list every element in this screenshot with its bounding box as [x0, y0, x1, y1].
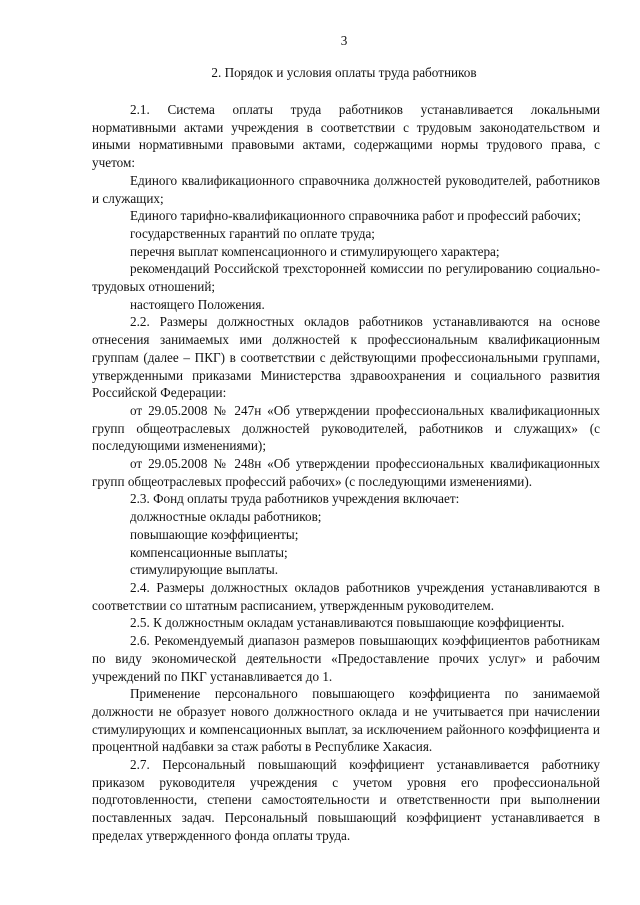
- paragraph-2-5: 2.5. К должностным окладам устанавливаются повышающие коэффициенты.: [130, 615, 565, 631]
- paragraph-2-4: 2.4. Размеры должностных окладов работников учреждения устанавливаются в соответствии со штатным расписанием, утвержденным руководителем.: [92, 579, 600, 613]
- list-item-incentives: стимулирующие выплаты.: [130, 562, 279, 578]
- list-item-coefficients: повышающие коэффициенты;: [130, 526, 299, 542]
- page-number: 3: [340, 33, 348, 48]
- list-item-guarantees: государственных гарантий по оплате труда;: [130, 225, 375, 241]
- paragraph-2-2: 2.2. Размеры должностных окладов работников устанавливаются на основе отнесения занимаемых ими должностей к профессиональным квалификационным группам (далее – ПКГ) в соответствии с действующими профессиональными группами, утвержденными приказами Министерства здравоохранения и социального развития Российской Федерации:: [92, 314, 600, 401]
- list-item-order-247n: от 29.05.2008 № 247н «Об утверждении профессиональных квалификационных групп общеотраслевых должностей руководителей, работников и служащих» (с последующими изменениями);: [92, 402, 600, 454]
- section-heading: 2. Порядок и условия оплаты труда работников: [211, 65, 477, 80]
- paragraph-personal-coefficient: Применение персонального повышающего коэффициента по занимаемой должности не образует нового должностного оклада и не учитывается при начислении стимулирующих и компенсационных выплат, за исключением районного коэффициента и процентной надбавки за стаж работы в Республике Хакасия.: [92, 686, 600, 755]
- list-item-eks: Единого квалификационного справочника должностей руководителей, работников и служащих;: [92, 172, 600, 206]
- list-item-etks: Единого тарифно-квалификационного справочника работ и профессий рабочих;: [130, 208, 581, 224]
- list-item-salaries: должностные оклады работников;: [130, 509, 322, 525]
- list-item-regulation: настоящего Положения.: [130, 296, 265, 312]
- list-item-compensation: компенсационные выплаты;: [130, 544, 288, 560]
- document-body: [92, 101, 600, 845]
- paragraph-2-6: 2.6. Рекомендуемый диапазон размеров повышающих коэффициентов работникам по виду экономической деятельности «Предоставление прочих услуг» и рабочим учреждений по ПКГ устанавливается до 1.: [92, 633, 600, 684]
- list-item-recommendations: рекомендаций Российской трехсторонней комиссии по регулированию социально-трудовых отношений;: [92, 261, 600, 295]
- list-item-payments-list: перечня выплат компенсационного и стимулирующего характера;: [130, 243, 500, 259]
- paragraph-2-7: 2.7. Персональный повышающий коэффициент устанавливается работнику приказом руководителя учреждения с учетом уровня его профессиональной подготовленности, степени самостоятельности и ответственности при выполнении поставленных задач. Персональный повышающий коэффициент устанавливается в пределах утвержденного фонда оплаты труда.: [92, 757, 600, 843]
- paragraph-2-3: 2.3. Фонд оплаты труда работников учреждения включает:: [130, 491, 460, 507]
- paragraph-2-1: 2.1. Система оплаты труда работников устанавливается локальными нормативными актами учреждения в соответствии с трудовым законодательством и иными нормативными правовыми актами, содержащими нормы трудового права, с учетом:: [92, 102, 600, 171]
- list-item-order-248n: от 29.05.2008 № 248н «Об утверждении профессиональных квалификационных групп общеотраслевых профессий рабочих» (с последующими изменениями).: [92, 456, 600, 489]
